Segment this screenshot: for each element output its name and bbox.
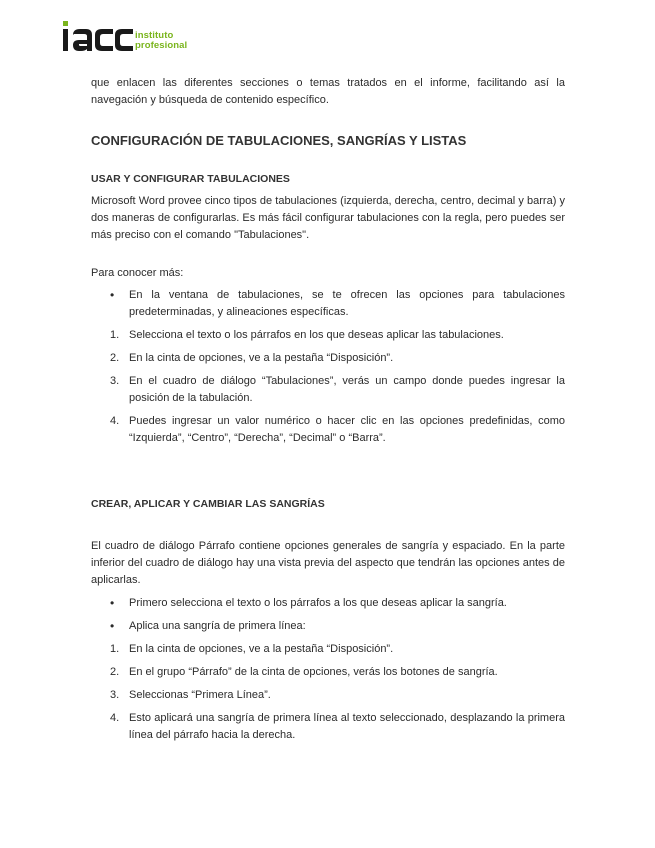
list-item [91,710,565,744]
list-item-text: Esto aplicará una sangría de primera línea al texto seleccionado, desplazando la primera línea del párrafo hacia la derecha. [129,712,565,741]
logo-line-1: instituto [135,30,174,41]
list-item-text: En la ventana de tabulaciones, se te ofrecen las opciones para tabulaciones predeterminadas, y alineaciones específicas. [129,289,565,318]
tabs-paragraph: Microsoft Word provee cinco tipos de tabulaciones (izquierda, derecha, centro, decimal y barra) y dos maneras de configurarlas. Es más fácil configurar tabulaciones con la regla, pero puedes ser más preciso con el comando "Tabulaciones". [91,195,565,241]
list-item [91,327,565,344]
list-item [91,595,565,612]
list-number: 1. [110,643,120,655]
list-item [91,413,565,447]
list-item [91,664,565,681]
list-item-text: En el grupo “Párrafo” de la cinta de opciones, verás los botones de sangría. [129,666,498,678]
list-number: 1. [110,329,120,341]
document-body [91,75,565,744]
list-item-text: Seleccionas “Primera Línea”. [129,689,271,701]
list-item-text: Puedes ingresar un valor numérico o hacer clic en las opciones predefinidas, como “Izquierda”, “Centro”, “Derecha”, “Decimal” o “Barra”. [129,415,565,444]
list-item-text: En la cinta de opciones, ve a la pestaña “Disposición”. [129,643,394,655]
list-number: 3. [110,375,120,387]
list-item [91,350,565,367]
tabs-heading: USAR Y CONFIGURAR TABULACIONES [91,173,290,185]
list-item [91,373,565,407]
bullet-icon: • [110,288,115,302]
section-title: CONFIGURACIÓN DE TABULACIONES, SANGRÍAS Y LISTAS [91,133,467,148]
list-item [91,641,565,658]
indents-heading: CREAR, APLICAR Y CAMBIAR LAS SANGRÍAS [91,498,325,510]
list-number: 2. [110,666,120,678]
logo-line-2: profesional [135,40,188,51]
list-item-text: Primero selecciona el texto o los párrafos a los que deseas aplicar la sangría. [129,597,507,609]
iacc-logo-mark [62,21,134,53]
list-item-text: Aplica una sangría de primera línea: [129,620,306,632]
list-number: 2. [110,352,120,364]
intro-paragraph: que enlacen las diferentes secciones o temas tratados en el informe, facilitando así la navegación y búsqueda de contenido específico. [91,77,565,106]
logo-text [135,31,187,51]
bullet-icon: • [110,619,115,633]
list-item-text: En la cinta de opciones, ve a la pestaña “Disposición”. [129,352,394,364]
list-item-text: En el cuadro de diálogo “Tabulaciones”, verás un campo donde puedes ingresar la posición de la tabulación. [129,375,565,404]
list-item [91,287,565,321]
list-number: 3. [110,689,120,701]
list-number: 4. [110,415,120,427]
more-label: Para conocer más: [91,267,184,279]
list-item [91,618,565,635]
indents-paragraph: El cuadro de diálogo Párrafo contiene opciones generales de sangría y espaciado. En la parte inferior del cuadro de diálogo hay una vista previa del aspecto que tendrán las opciones antes de aplicarlas. [91,540,565,586]
list-number: 4. [110,712,120,724]
list-item-text: Selecciona el texto o los párrafos en los que deseas aplicar las tabulaciones. [129,329,504,341]
list-item [91,687,565,704]
bullet-icon: • [110,596,115,610]
